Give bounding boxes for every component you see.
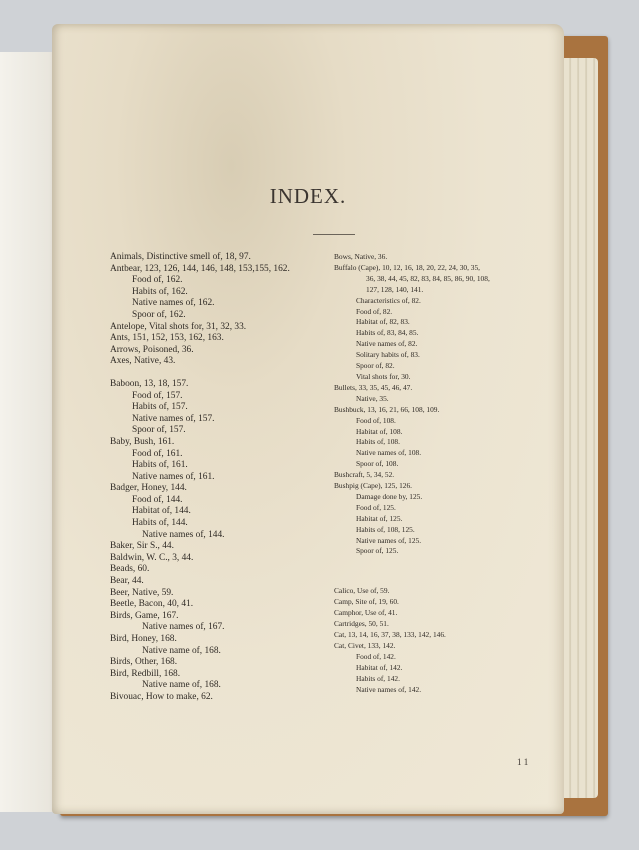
index-entry: Baldwin, W. C., 3, 44.	[110, 552, 194, 563]
index-entry: Native names of, 125.	[356, 535, 422, 545]
section-gap	[334, 557, 554, 586]
index-entry: Food of, 125.	[356, 502, 396, 512]
index-entry: Food of, 142.	[356, 651, 396, 661]
index-entry: Animals, Distinctive smell of, 18, 97.	[110, 252, 251, 262]
index-entry: Spoor of, 108.	[356, 459, 399, 469]
index-entry: Native names of, 142.	[356, 684, 422, 694]
index-entry: 127, 128, 140, 141.	[366, 284, 424, 294]
index-entry: Spoor of, 162.	[132, 309, 186, 320]
index-entry: Habits of, 162.	[132, 286, 188, 297]
index-entry: Bows, Native, 36.	[334, 252, 388, 261]
index-entry: Habitat of, 108.	[356, 426, 403, 436]
index-entry: Bushpig (Cape), 125, 126.	[334, 481, 413, 491]
index-column-left	[110, 252, 370, 704]
index-entry: Habitat of, 125.	[356, 513, 403, 523]
index-entry: Food of, 82.	[356, 306, 393, 316]
index-entry: Food of, 157.	[132, 390, 183, 401]
index-entry: Beads, 60.	[110, 564, 150, 575]
index-entry: Vital shots for, 30.	[356, 371, 411, 381]
index-entry: Birds, Other, 168.	[110, 657, 178, 668]
index-entry: Habitat of, 144.	[132, 506, 191, 517]
index-entry: Native name of, 168.	[142, 680, 221, 691]
index-entry: Native, 35.	[356, 393, 389, 403]
index-entry: Native name of, 168.	[142, 645, 221, 656]
index-entry: Baker, Sir S., 44.	[110, 541, 174, 552]
index-entry: Spoor of, 157.	[132, 425, 186, 436]
index-entry: Baby, Bush, 161.	[110, 436, 175, 447]
index-entry: Food of, 161.	[132, 448, 183, 459]
index-entry: Food of, 162.	[132, 275, 183, 286]
index-entry: 36, 38, 44, 45, 82, 83, 84, 85, 86, 90, 108,	[366, 273, 490, 283]
page-title: INDEX.	[269, 184, 347, 208]
index-entry: Habitat of, 82, 83.	[356, 317, 410, 327]
index-entry: Bushbuck, 13, 16, 21, 66, 108, 109.	[334, 404, 440, 414]
index-entry: Habits of, 144.	[132, 518, 188, 529]
index-entry: Bear, 44.	[110, 576, 144, 587]
index-entry: Native names of, 82.	[356, 339, 418, 349]
page-number: 1 1	[517, 757, 529, 767]
index-entry: Bivouac, How to make, 62.	[110, 691, 213, 702]
index-entry: Native names of, 144.	[142, 529, 225, 540]
index-entry: Damage done by, 125.	[356, 491, 423, 501]
index-entry: Food of, 144.	[132, 494, 183, 505]
index-entry: Solitary habits of, 83.	[356, 350, 420, 360]
index-entry: Habits of, 142.	[356, 673, 400, 683]
index-entry: Native names of, 162.	[132, 298, 215, 309]
index-entry: Native names of, 167.	[142, 622, 225, 633]
index-entry: Antbear, 123, 126, 144, 146, 148, 153,155, 162.	[110, 263, 290, 274]
index-entry: Beetle, Bacon, 40, 41.	[110, 599, 194, 610]
index-entry: Cartridges, 50, 51.	[334, 619, 389, 629]
index-entry: Habitat of, 142.	[356, 662, 403, 672]
index-entry: Cat, Civet, 133, 142.	[334, 640, 396, 650]
index-entry: Baboon, 13, 18, 157.	[110, 378, 189, 389]
index-entry: Cat, 13, 14, 16, 37, 38, 133, 142, 146.	[334, 630, 446, 639]
index-entry: Native names of, 161.	[132, 471, 215, 482]
index-entry: Beer, Native, 59.	[110, 587, 174, 598]
index-entry: Bullets, 33, 35, 45, 46, 47.	[334, 382, 413, 392]
index-entry: Camp, Site of, 19, 60.	[334, 597, 399, 607]
index-entry: Calico, Use of, 59.	[334, 586, 390, 596]
index-entry: Antelope, Vital shots for, 31, 32, 33.	[110, 321, 247, 332]
index-entry: Spoor of, 82.	[356, 361, 395, 371]
index-entry: Native names of, 157.	[132, 413, 215, 424]
index-entry: Characteristics of, 82.	[356, 295, 421, 305]
index-entry: Native names of, 108.	[356, 448, 422, 458]
index-entry: Habits of, 157.	[132, 402, 188, 413]
index-entry: Habits of, 108, 125.	[356, 524, 415, 534]
index-entry: Arrows, Poisoned, 36.	[110, 344, 194, 355]
index-page	[52, 24, 564, 814]
index-entry: Bushcraft, 5, 34, 52.	[334, 470, 395, 480]
index-entry: Bird, Redbill, 168.	[110, 668, 181, 679]
index-entry: Birds, Game, 167.	[110, 610, 179, 621]
index-entry: Habits of, 83, 84, 85.	[356, 328, 419, 338]
index-entry: Axes, Native, 43.	[110, 356, 176, 367]
title-rule	[313, 234, 355, 235]
index-entry: Bird, Honey, 168.	[110, 634, 177, 644]
index-entry: Ants, 151, 152, 153, 162, 163.	[110, 333, 224, 344]
index-entry: Badger, Honey, 144.	[110, 483, 187, 494]
index-entry: Buffalo (Cape), 10, 12, 16, 18, 20, 22, 24, 30, 35,	[334, 262, 481, 272]
index-entry: Habits of, 108.	[356, 437, 400, 447]
index-entry: Spoor of, 125.	[356, 546, 399, 556]
index-entry: Food of, 108.	[356, 415, 396, 425]
index-column-right	[334, 252, 554, 695]
index-entry: Habits of, 161.	[132, 460, 188, 471]
section-gap	[110, 368, 370, 379]
index-entry: Camphor, Use of, 41.	[334, 608, 398, 618]
